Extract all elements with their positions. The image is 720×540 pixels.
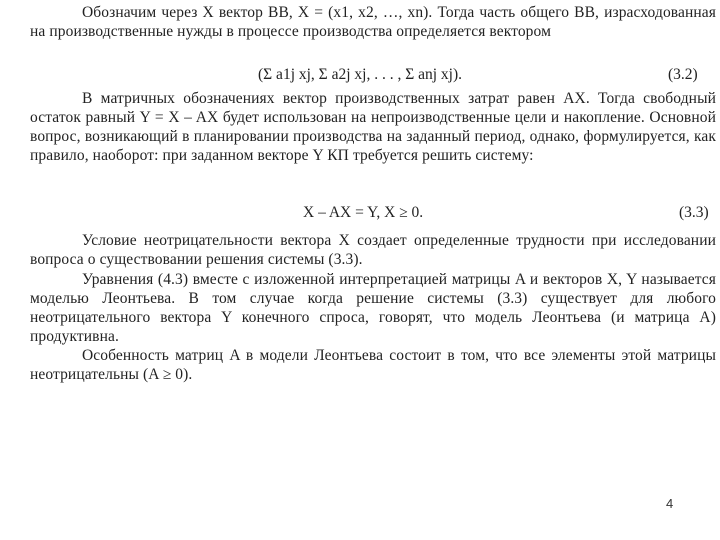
paragraph-1-text: Обозначим через X вектор ВВ, X = (x1, x2, …, xn). Тогда часть общего ВВ, израсходованная на производственные нужды в процессе производства определяется вектором (30, 4, 716, 40)
page-number: 4 (666, 496, 674, 511)
equation-number-3-2: (3.2) (668, 66, 698, 83)
formula-3-3: X – AX = Y, X ≥ 0. (303, 204, 424, 221)
paragraph-5-text: Особенность матриц A в модели Леонтьева состоит в том, что все элементы этой матрицы неотрицательны (A ≥ 0). (30, 347, 716, 383)
paragraph-2 (30, 89, 716, 165)
paragraph-2-text: В матричных обозначениях вектор производственных затрат равен AX. Тогда свободный остаток равный Y = X – AX будет использован на непроизводственные цели и накопление. Основной вопрос, возникающий в планировании производства на заданный период, однако, формулируется, как правило, наоборот: при заданном векторе Y КП требуется решить систему: (30, 90, 716, 164)
paragraph-4 (30, 270, 716, 346)
paragraph-3 (30, 231, 716, 269)
equation-number-3-3: (3.3) (679, 204, 709, 221)
paragraph-5 (30, 346, 716, 384)
paragraph-3-text: Условие неотрицательности вектора X создает определенные трудности при исследовании вопроса о существовании решения системы (3.3). (30, 232, 716, 268)
formula-3-2: (Σ a1j xj, Σ a2j xj, . . . , Σ anj xj). (258, 66, 462, 83)
paragraph-1 (30, 3, 716, 41)
paragraph-4-text: Уравнения (4.3) вместе с изложенной интерпретацией матрицы A и векторов X, Y называется моделью Леонтьева. В том случае когда решение системы (3.3) существует для любого неотрицательного вектора Y конечного спроса, говорят, что модель Леонтьева (и матрица A) продуктивна. (30, 271, 716, 345)
